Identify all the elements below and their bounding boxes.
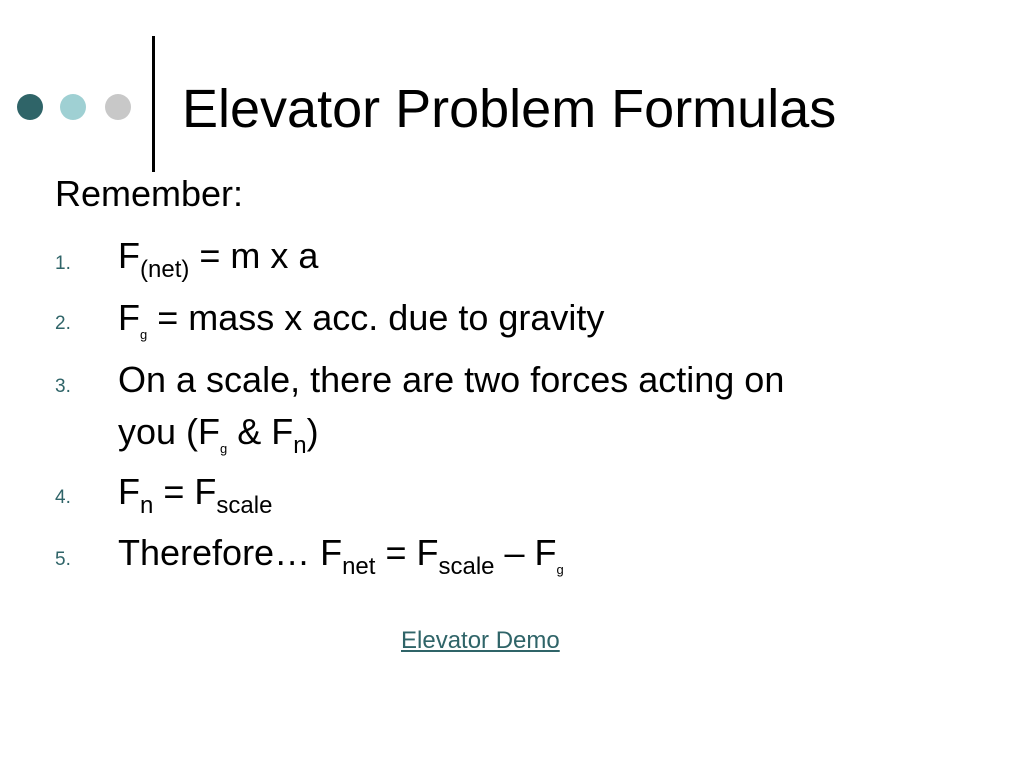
decorative-dot-light — [60, 94, 86, 120]
list-item-text: Therefore… $F_{net} = F_{scale} - F_g$ — [118, 532, 564, 580]
list-number: 3. — [55, 376, 71, 397]
slide-title: Elevator Problem Formulas — [182, 79, 837, 139]
list-item-text: $F_g$ = mass x acc. due to gravity — [118, 297, 605, 342]
list-number: 5. — [55, 549, 71, 570]
list-number: 2. — [55, 313, 71, 334]
list-item-text-line-2: you ($F_g$ & $F_n$) — [118, 411, 319, 459]
list-number: 4. — [55, 487, 71, 508]
list-number: 1. — [55, 253, 71, 274]
elevator-demo-link[interactable]: Elevator Demo — [401, 627, 560, 654]
decorative-dot-gray — [105, 94, 131, 120]
list-item-text: $F_{(net)} = m$ x a — [118, 235, 319, 283]
intro-text: Remember: — [55, 173, 244, 214]
decorative-dot-dark — [17, 94, 43, 120]
list-item-text: $F_n = F_{scale}$ — [118, 471, 273, 519]
title-divider-line — [152, 36, 155, 172]
list-item-text-line-1: On a scale, there are two forces acting on — [118, 359, 785, 400]
